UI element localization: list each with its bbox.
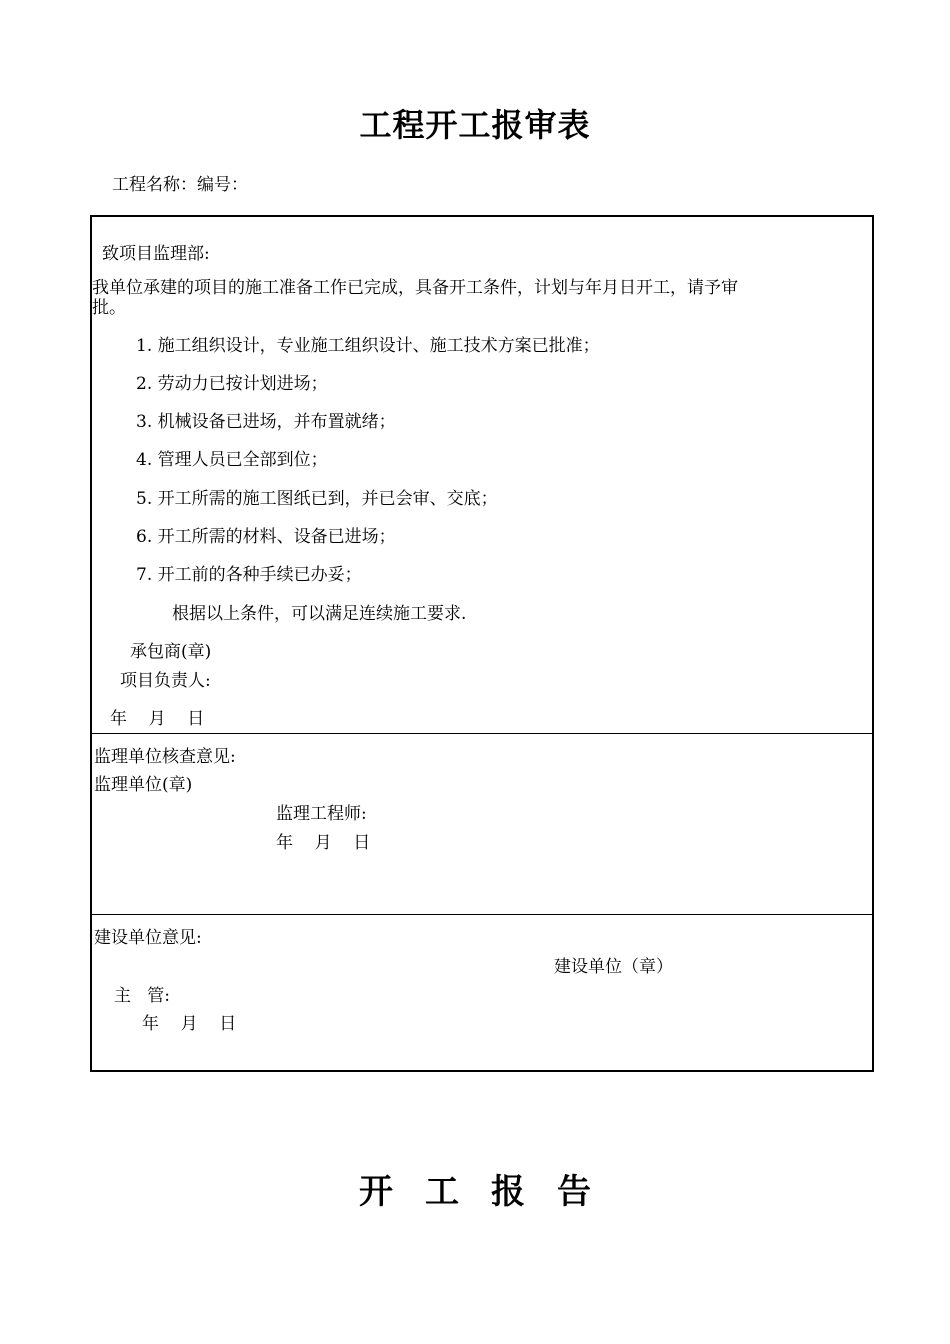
owner-seal-label: 建设单位（章） [554,957,673,977]
supervision-opinion-label: 监理单位核查意见: [94,747,236,767]
condition-item: 1. 施工组织设计，专业施工组织设计、施工技术方案已批准； [136,336,600,356]
title-char: 开 [359,1172,393,1212]
intro-text-line-1: 我单位承建的项目的施工准备工作已完成，具备开工条件，计划与年月日开工，请予审 [92,278,738,298]
title-char: 告 [557,1172,591,1212]
title-char: 报 [491,1172,525,1212]
approval-form-table [90,215,874,1072]
contractor-seal-label: 承包商(章) [130,642,212,662]
condition-item: 2. 劳动力已按计划进场； [136,374,328,394]
page-title: 工程开工报审表 [359,106,591,144]
supervision-engineer-label: 监理工程师: [276,804,367,824]
condition-item: 7. 开工前的各种手续已办妥； [136,565,362,585]
project-manager-label: 项目负责人: [120,671,211,691]
title-char: 工 [425,1172,459,1212]
condition-item: 3. 机械设备已进场，并布置就绪； [136,412,396,432]
owner-supervisor-label: 主 管: [114,986,170,1006]
addressee: 致项目监理部: [102,244,210,264]
supervision-date: 年 月 日 [276,833,371,853]
start-work-report-title [0,1164,950,1213]
supervision-seal-label: 监理单位(章) [94,775,193,795]
owner-date: 年 月 日 [142,1014,237,1034]
conclusion-text: 根据以上条件，可以满足连续施工要求. [172,604,467,624]
section-divider [92,914,872,915]
contractor-date: 年 月 日 [110,709,205,729]
section-divider [92,733,872,734]
project-name-and-number-label: 工程名称：编号： [112,175,248,195]
condition-item: 5. 开工所需的施工图纸已到，并已会审、交底； [136,489,498,509]
owner-opinion-label: 建设单位意见: [94,928,202,948]
intro-text-line-2: 批。 [92,298,126,318]
condition-item: 6. 开工所需的材料、设备已进场； [136,527,396,547]
condition-item: 4. 管理人员已全部到位； [136,450,328,470]
